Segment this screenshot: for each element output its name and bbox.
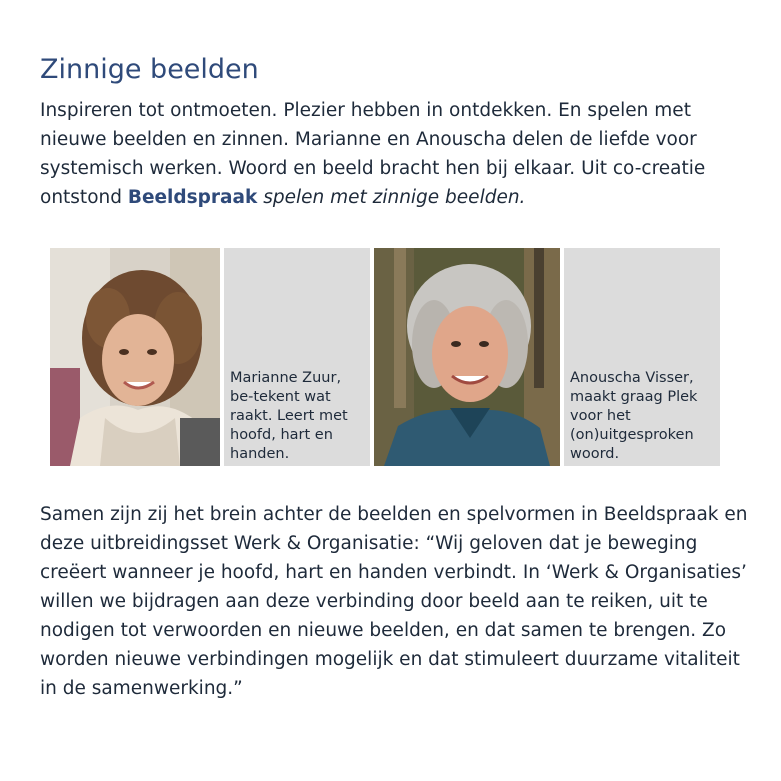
profiles-strip (50, 248, 720, 466)
brand-name: Beeldspraak (127, 187, 258, 208)
page-title: Zinnige beelden (40, 54, 259, 85)
anouscha-photo (374, 248, 560, 466)
intro-text: Inspireren tot ontmoeten. Plezier hebben in ontdekken. En spelen met nieuwe beelden en zinnen. Marianne en Anouscha delen de liefde voor systemisch werken. Woord en beeld bracht hen bij elkaar. Uit co-creatie ontstond (40, 100, 706, 208)
anouscha-caption: Anouscha Visser, maakt graag Plek voor het (on)uitgesproken woord. (570, 370, 698, 462)
marianne-caption: Marianne Zuur, be-tekent wat raakt. Leert met hoofd, hart en handen. (230, 370, 348, 462)
brand-tagline: spelen met zinnige beelden. (263, 187, 526, 208)
body-paragraph: Samen zijn zij het brein achter de beelden en spelvormen in Beeldspraak en deze uitbreidingsset Werk & Organisatie: “Wij geloven dat je beweging creëert wanneer je hoofd, hart en handen verbindt. In ‘Werk & Organisaties’ willen we bijdragen aan deze verbinding door beeld aan te reiken, uit te nodigen tot verwoorden en nieuwe beelden, en dat samen te brengen. Zo worden nieuwe verbindingen mogelijk en dat stimuleert duurzame vitaliteit in de samenwerking.” (40, 504, 748, 699)
marianne-caption-box (224, 248, 370, 466)
anouscha-caption-box (564, 248, 720, 466)
article (40, 50, 760, 212)
marianne-photo (50, 248, 220, 466)
intro-paragraph (40, 96, 760, 212)
